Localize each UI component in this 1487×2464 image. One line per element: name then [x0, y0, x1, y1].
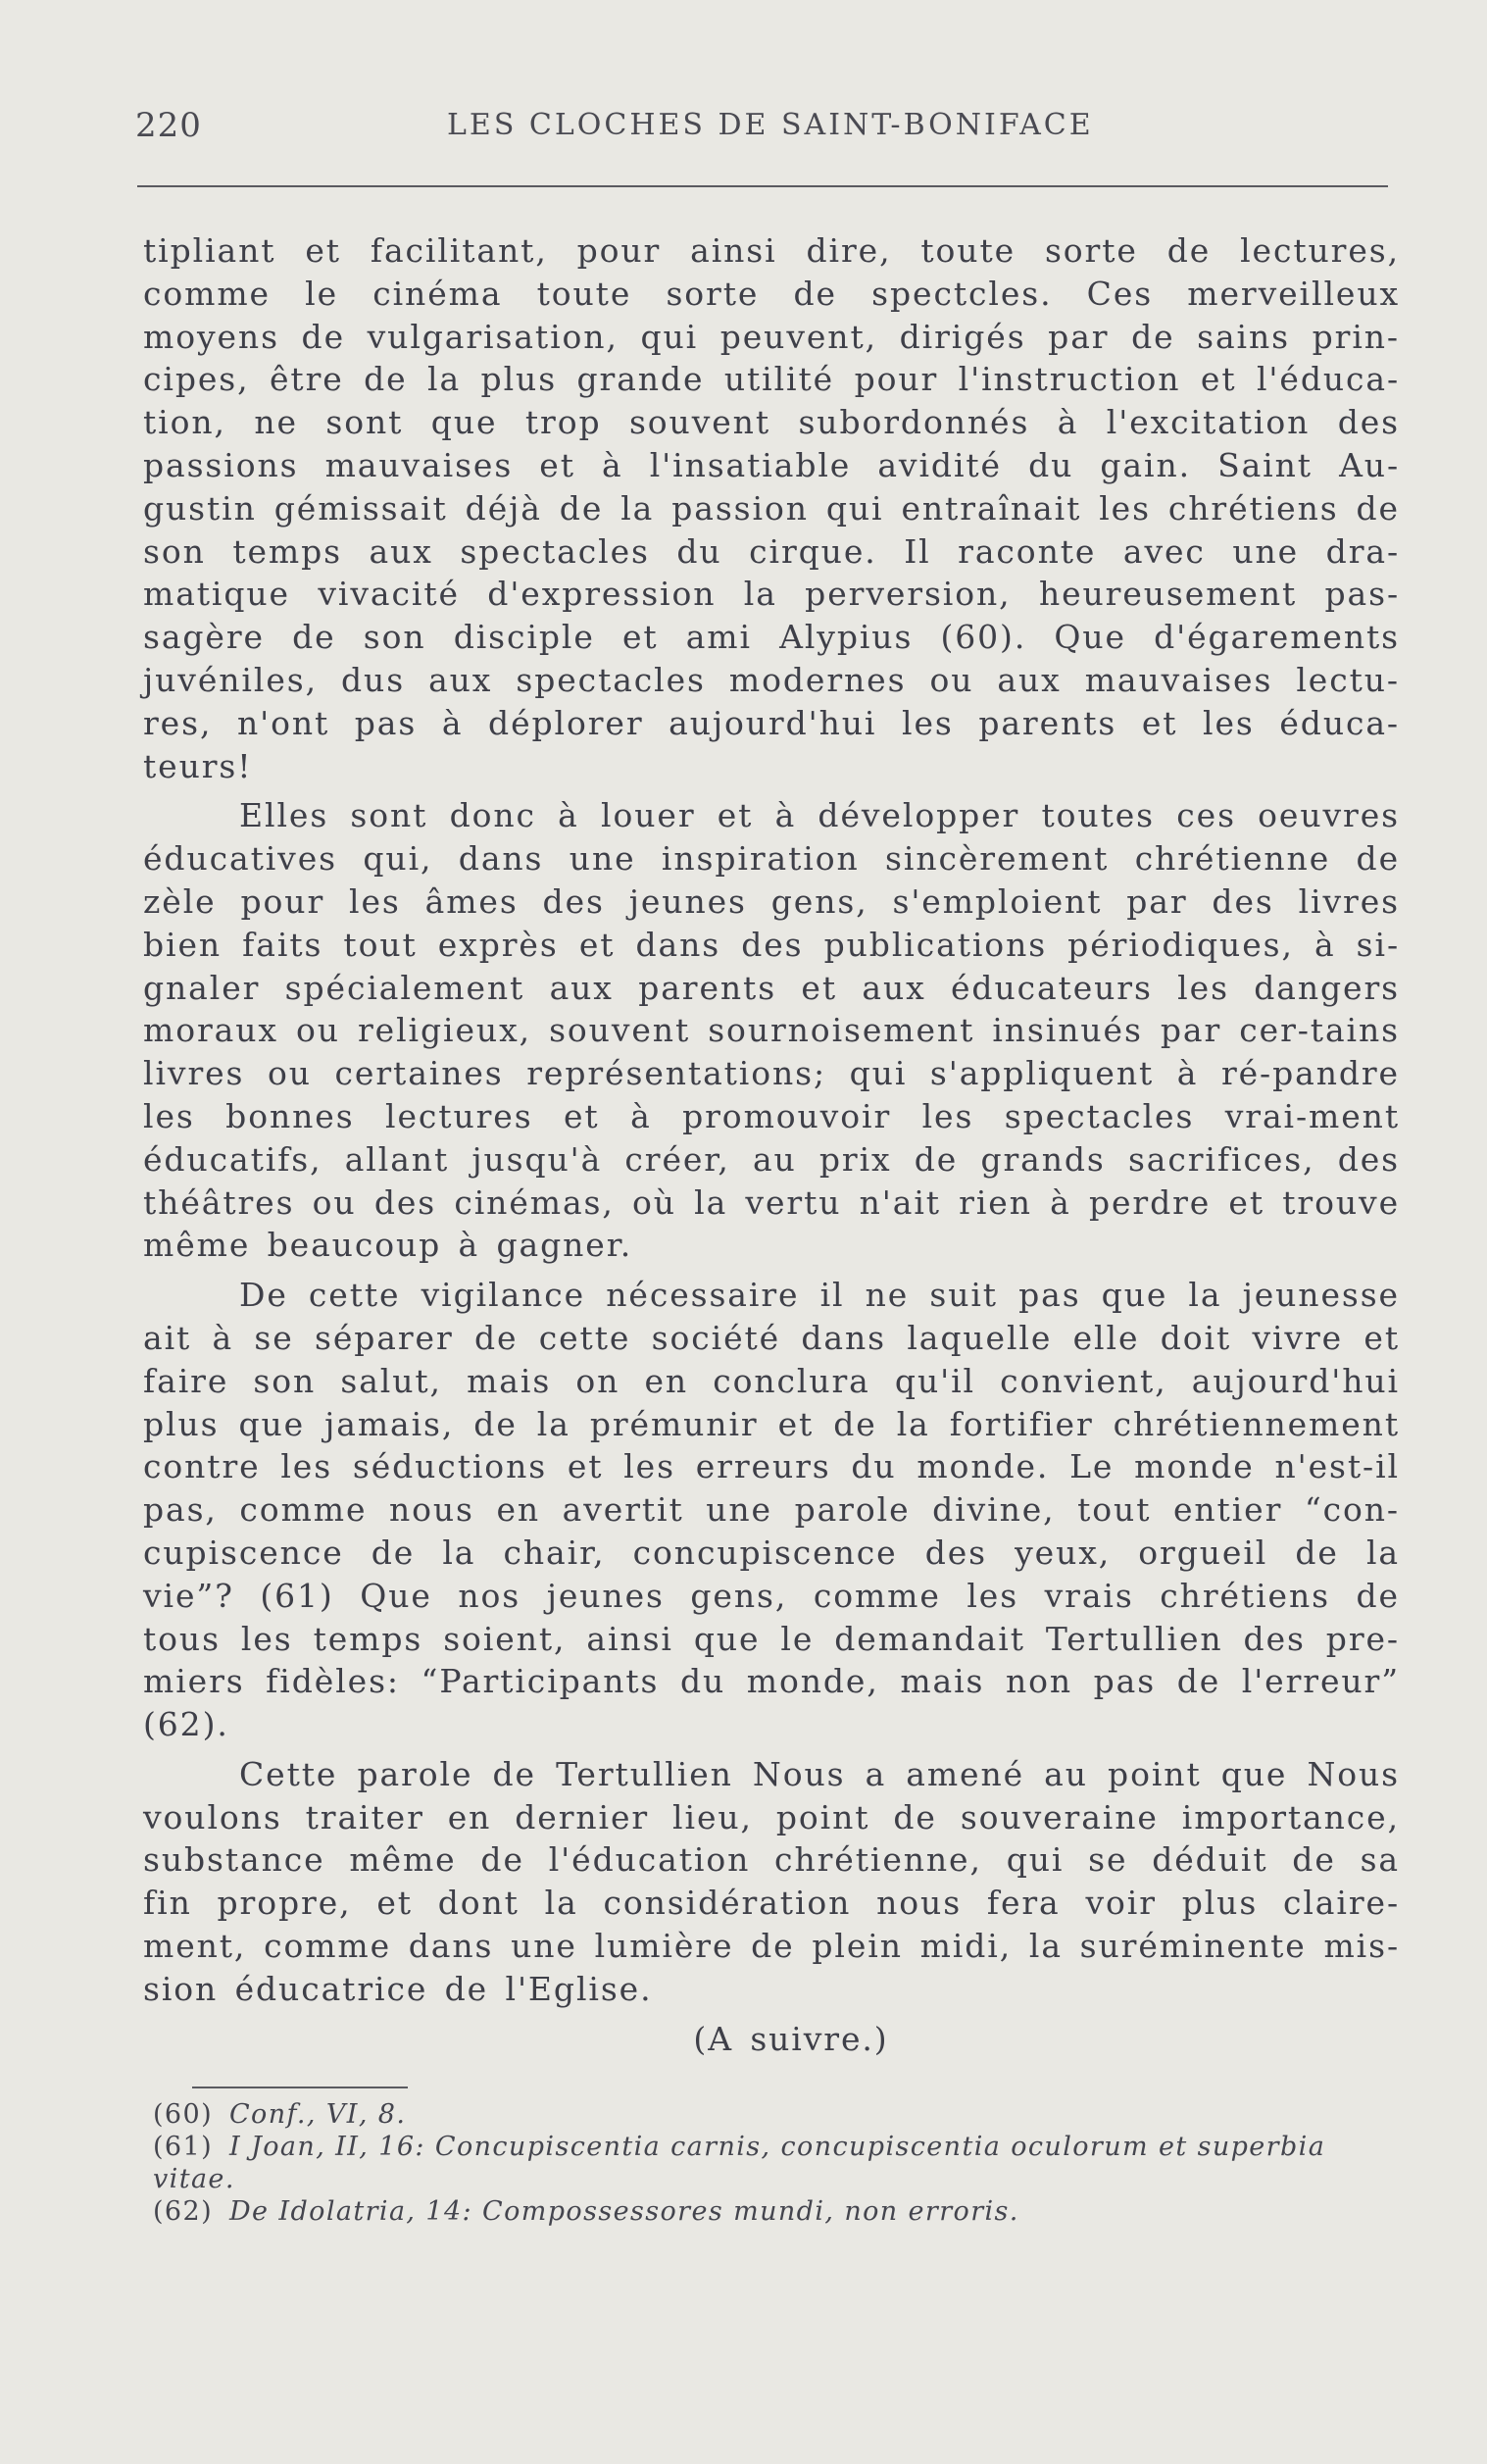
footnote-text: Conf., VI, 8.	[229, 2099, 407, 2130]
page-header	[135, 106, 1390, 149]
header-divider	[137, 185, 1388, 187]
footnote-text: De Idolatria, 14: Compossessores mundi, non erroris.	[229, 2196, 1019, 2227]
to-be-continued: (A suivre.)	[693, 2019, 889, 2058]
footnote-number: (62)	[153, 2196, 214, 2227]
running-title: LES CLOCHES DE SAINT-BONIFACE	[447, 108, 1094, 142]
body-text	[143, 229, 1400, 2060]
footnote-divider	[192, 2087, 408, 2088]
footnote-62	[153, 2195, 1378, 2228]
paragraph-2: Elles sont donc à louer et à développer toutes ces oeuvres éducatives qui, dans une inspiration sincèrement chrétienne de zèle pour les âmes des jeunes gens, s'emploient par des livres bien faits tout exprès et dans des publications périodiques, à si-gnaler spécialement aux parents et aux éducateurs les dangers moraux ou religieux, souvent sournoisement insinués par cer-tains livres ou certaines représentations; qui s'appliquent à ré-pandre les bonnes lectures et à promouvoir les spectacles vrai-ment éducatifs, allant jusqu'à créer, au prix de grands sacrifices, des théâtres ou des cinémas, où la vertu n'ait rien à perdre et trouve même beaucoup à gagner.	[143, 796, 1400, 1265]
footnotes	[153, 2098, 1378, 2228]
footnote-number: (60)	[153, 2099, 214, 2130]
page-number: 220	[135, 106, 202, 145]
footnote-number: (61)	[153, 2132, 214, 2162]
paragraph-1: tipliant et facilitant, pour ainsi dire, toute sorte de lectures, comme le cinéma toute sorte de spectcles. Ces merveilleux moyens de vulgarisation, qui peuvent, dirigés par de sains prin-cipes, être de la plus grande utilité pour l'instruction et l'éduca-tion, ne sont que trop souvent subordonnés à l'excitation des passions mauvaises et à l'insatiable avidité du gain. Saint Au-gustin gémissait déjà de la passion qui entraînait les chrétiens de son temps aux spectacles du cirque. Il raconte avec une dra-matique vivacité d'expression la perversion, heureusement pas-sagère de son disciple et ami Alypius (60). Que d'égarements juvéniles, dus aux spectacles modernes ou aux mauvaises lectu-res, n'ont pas à déplorer aujourd'hui les parents et les éduca-teurs!	[143, 231, 1400, 785]
footnote-text: I Joan, II, 16: Concupiscentia carnis, concupiscentia oculorum et superbia vitae.	[153, 2132, 1326, 2194]
footnote-60	[153, 2098, 1378, 2131]
paragraph-3: De cette vigilance nécessaire il ne suit pas que la jeunesse ait à se séparer de cette société dans laquelle elle doit vivre et faire son salut, mais on en conclura qu'il convient, aujourd'hui plus que jamais, de la prémunir et de la fortifier chrétiennement contre les séductions et les erreurs du monde. Le monde n'est-il pas, comme nous en avertit une parole divine, tout entier “con-cupiscence de la chair, concupiscence des yeux, orgueil de la vie”? (61) Que nos jeunes gens, comme les vrais chrétiens de tous les temps soient, ainsi que le demandait Tertullien des pre-miers fidèles: “Participants du monde, mais non pas de l'erreur” (62).	[143, 1276, 1400, 1744]
paragraph-4: Cette parole de Tertullien Nous a amené au point que Nous voulons traiter en dernier lieu, point de souveraine importance, substance même de l'éducation chrétienne, qui se déduit de sa fin propre, et dont la considération nous fera voir plus claire-ment, comme dans une lumière de plein midi, la suréminente mis-sion éducatrice de l'Eglise.	[143, 1754, 1400, 2008]
footnote-61	[153, 2131, 1378, 2195]
